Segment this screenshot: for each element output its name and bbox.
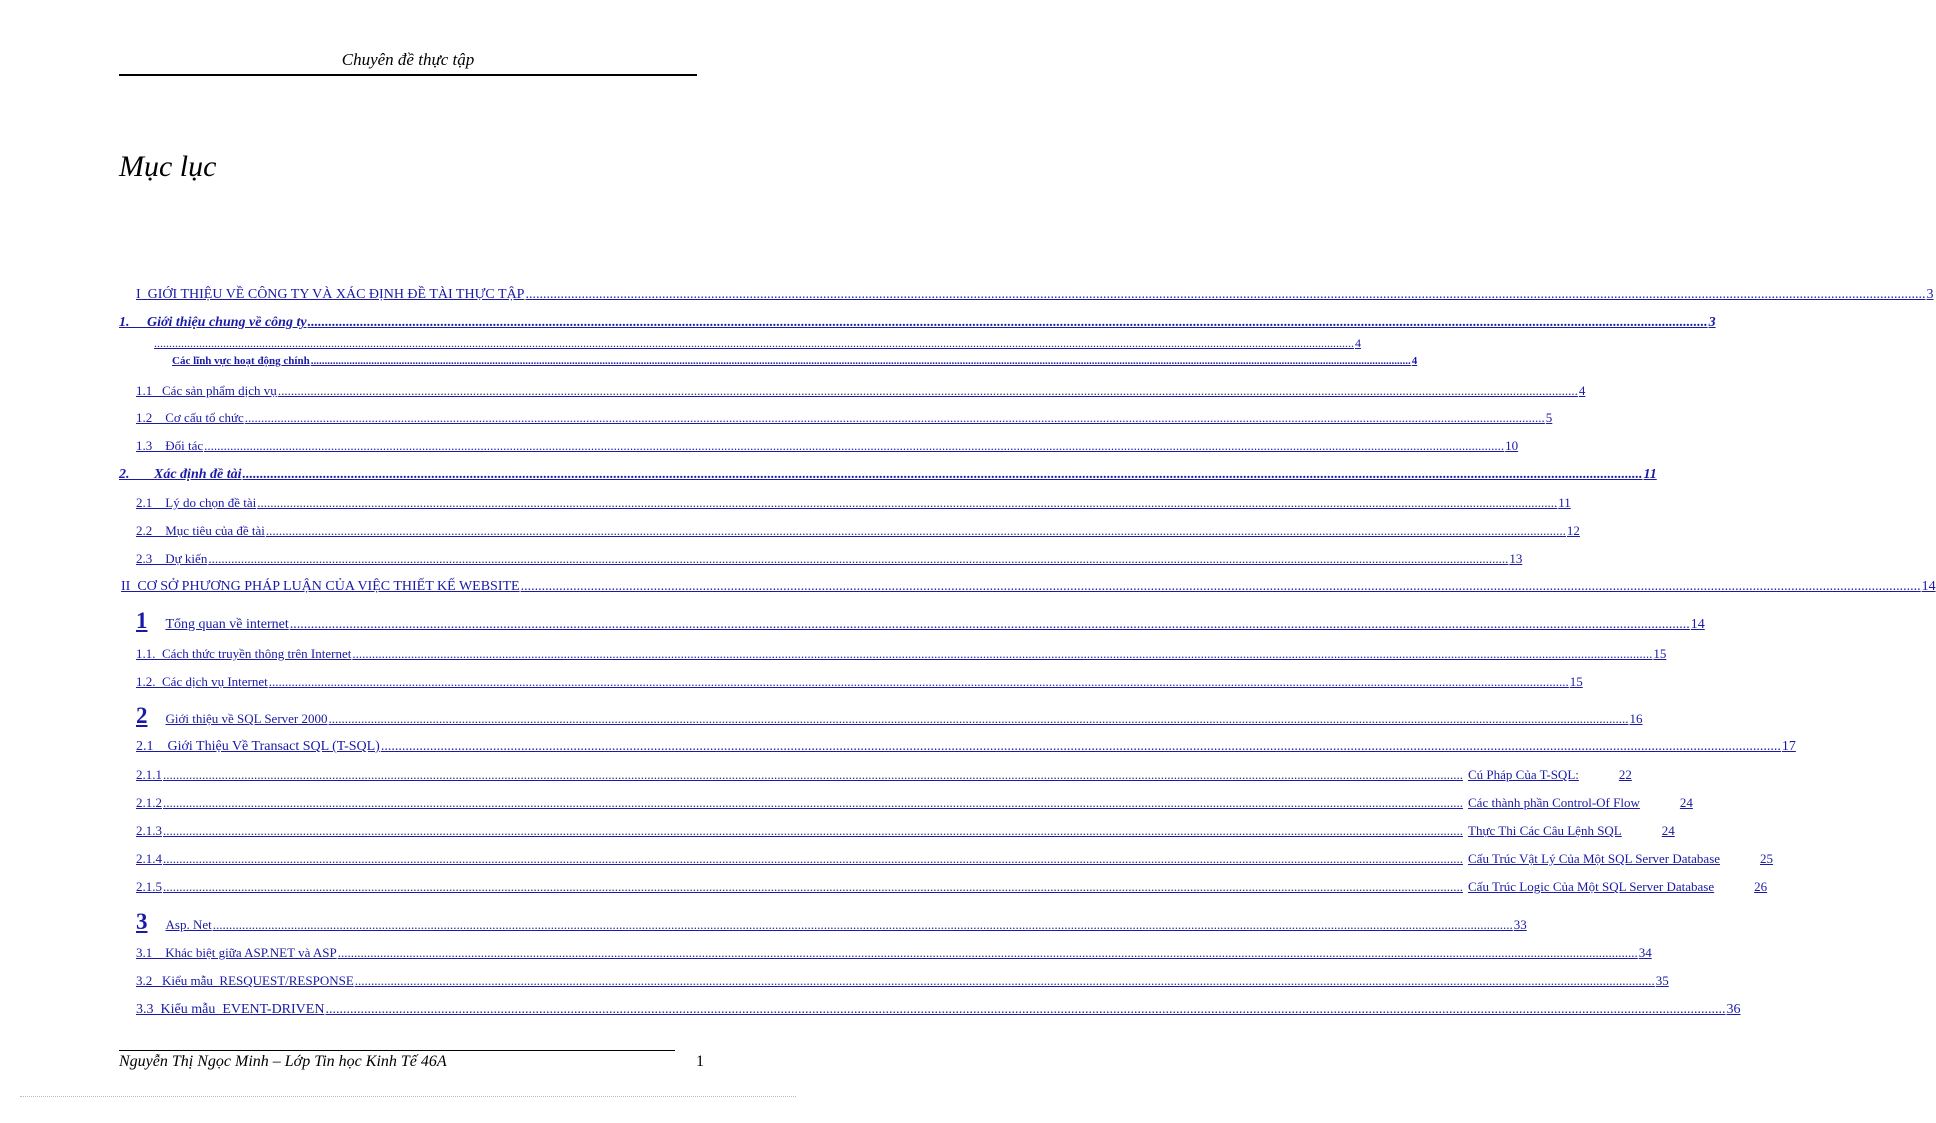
toc-leader-dots: ................................................................................................................................................................................................................................................................................................................................................................................................................ — [352, 646, 1653, 661]
toc-entry[interactable] — [172, 355, 1418, 367]
toc-entry-label: 2. Xác định đề tài — [119, 467, 242, 482]
toc-leader-dots: ................................................................................................................................................................................................................................................................................................................................................................................................................ — [244, 410, 1545, 425]
toc-entry-label: 3.1 Khác biệt giữa ASP.NET và ASP — [136, 945, 337, 960]
toc-entry[interactable] — [136, 973, 1669, 989]
toc-leader-dots: ................................................................................................................................................................................................................................................................................................................................................................................................................ — [328, 711, 1629, 726]
toc-entry-label: Giới thiệu về SQL Server 2000 — [165, 711, 328, 726]
toc-entry[interactable] — [136, 795, 1693, 811]
toc-entry[interactable] — [136, 739, 1796, 755]
toc-entry[interactable] — [136, 383, 1586, 399]
toc-entry-page: 3 — [1926, 287, 1934, 302]
toc-entry-number: 2 — [136, 703, 148, 728]
toc-entry-page: 4 — [1411, 355, 1418, 367]
toc-leader-dots: ................................................................................................................................................................................................................................................................................................................................................................................................................ — [154, 336, 1354, 350]
toc-entry-title: Cấu Trúc Logic Của Một SQL Server Database — [1468, 879, 1715, 894]
toc-leader-dots: ................................................................................................................................................................................................................................................................................................................................................................................................................ — [520, 579, 1921, 594]
toc-entry-page: 12 — [1566, 523, 1580, 538]
toc-leader-dots: ................................................................................................................................................................................................................................................................................................................................................................................................................ — [242, 467, 1643, 482]
toc-entry[interactable] — [119, 467, 1657, 483]
toc-entry-label: 2.1 Giới Thiệu Về Transact SQL (T-SQL) — [136, 739, 380, 754]
toc-entry[interactable] — [136, 767, 1632, 783]
toc-entry[interactable] — [136, 823, 1675, 839]
toc-entry-label: 3.3 Kiểu mẫu EVENT-DRIVEN — [136, 1002, 325, 1017]
toc-leader-dots: ................................................................................................................................................................................................................................................................................................................................................................................................................ — [525, 287, 1926, 302]
toc-entry-number: 3 — [136, 909, 148, 934]
toc-entry[interactable] — [136, 551, 1523, 567]
toc-entry-page: 24 — [1679, 795, 1693, 810]
toc-entry[interactable] — [136, 608, 1705, 634]
toc-entry-label: 1.3 Đối tác — [136, 438, 204, 453]
toc-entry[interactable] — [121, 579, 1936, 595]
toc-leader-dots: ................................................................................................................................................................................................................................................................................................................................................................................................................ — [265, 523, 1566, 538]
toc-entry[interactable] — [136, 703, 1643, 729]
toc-entry-page: 26 — [1754, 879, 1768, 894]
toc-entry-label: 1.1. Cách thức truyền thông trên Internet — [136, 646, 352, 661]
toc-entry-label: Asp. Net — [165, 917, 212, 932]
toc-entry-page: 34 — [1638, 945, 1652, 960]
toc-entry-page: 11 — [1643, 467, 1657, 482]
toc-entry-page: 35 — [1655, 973, 1669, 988]
toc-entry[interactable] — [136, 523, 1580, 539]
toc-leader-dots: ................................................................................................................................................................................................................................................................................................................................................................................................................ — [163, 795, 1463, 810]
toc-entry-label: 2.1.1 — [136, 767, 162, 782]
footer-divider — [119, 1050, 675, 1051]
toc-leader-dots: ................................................................................................................................................................................................................................................................................................................................................................................................................ — [354, 973, 1655, 988]
toc-entry-page: 15 — [1653, 646, 1667, 661]
footer-author: Nguyễn Thị Ngọc Minh – Lớp Tin học Kinh Tế 46A — [119, 1053, 447, 1070]
toc-entry-page: 36 — [1726, 1002, 1741, 1017]
toc-entry-label: 2.1.2 — [136, 795, 162, 810]
toc-entry[interactable] — [153, 336, 1361, 351]
toc-entry-label: 2.1 Lý do chọn đề tài — [136, 495, 257, 510]
toc-entry[interactable] — [136, 879, 1768, 895]
toc-leader-dots: ................................................................................................................................................................................................................................................................................................................................................................................................................ — [277, 383, 1578, 398]
toc-entry-page: 16 — [1629, 711, 1643, 726]
toc-leader-dots: ................................................................................................................................................................................................................................................................................................................................................................................................................ — [380, 739, 1781, 754]
toc-entry[interactable] — [136, 674, 1583, 690]
toc-entry-title: Cú Pháp Của T-SQL: — [1468, 767, 1579, 782]
page-bottom-border — [20, 1096, 796, 1097]
toc-entry-label: 2.1.3 — [136, 823, 162, 838]
toc-leader-dots: ................................................................................................................................................................................................................................................................................................................................................................................................................ — [204, 438, 1505, 453]
toc-entry[interactable] — [136, 1002, 1741, 1018]
toc-entry-page: 33 — [1513, 917, 1527, 932]
toc-entry-title: Thực Thi Các Câu Lệnh SQL — [1468, 823, 1622, 838]
toc-leader-dots: ................................................................................................................................................................................................................................................................................................................................................................................................................ — [212, 917, 1513, 932]
toc-entry-page: 17 — [1781, 739, 1796, 754]
toc-entry-page: 13 — [1509, 551, 1523, 566]
toc-entry-label: 1. Giới thiệu chung về công ty — [119, 315, 307, 330]
toc-entry-page: 4 — [1578, 383, 1586, 398]
toc-entry-page: 10 — [1505, 438, 1519, 453]
toc-leader-dots: ................................................................................................................................................................................................................................................................................................................................................................................................................ — [208, 551, 1509, 566]
toc-leader-dots: ................................................................................................................................................................................................................................................................................................................................................................................................................ — [163, 823, 1463, 838]
toc-entry[interactable] — [136, 646, 1667, 662]
toc-entry-page: 25 — [1760, 851, 1774, 866]
toc-entry-label: 1.2 Cơ cấu tổ chức — [136, 410, 244, 425]
toc-entry-label: 2.1.4 — [136, 851, 162, 866]
toc-entry-label: 1.1 Các sản phẩm dịch vụ — [136, 383, 277, 398]
toc-entry[interactable] — [136, 495, 1571, 511]
toc-entry-page: 22 — [1618, 767, 1632, 782]
toc-entry-label: 1.2. Các dịch vụ Internet — [136, 674, 268, 689]
toc-entry-label: I GIỚI THIỆU VỀ CÔNG TY VÀ XÁC ĐỊNH ĐỀ TÀI THỰC TẬP — [136, 287, 525, 302]
toc-leader-dots: ................................................................................................................................................................................................................................................................................................................................................................................................................ — [268, 674, 1569, 689]
toc-leader-dots: ................................................................................................................................................................................................................................................................................................................................................................................................................ — [163, 767, 1463, 782]
toc-entry-number: 1 — [136, 608, 148, 633]
toc-entry-label: Tổng quan về internet — [165, 617, 289, 632]
toc-entry-page: 14 — [1690, 617, 1705, 632]
toc-entry-title: Các thành phần Control-Of Flow — [1468, 795, 1640, 810]
toc-entry[interactable] — [136, 909, 1527, 935]
toc-entry-page: 14 — [1921, 579, 1936, 594]
toc-leader-dots: ................................................................................................................................................................................................................................................................................................................................................................................................................ — [257, 495, 1558, 510]
toc-entry-page: 5 — [1545, 410, 1553, 425]
page-header-title: Chuyên đề thực tập — [341, 50, 475, 69]
toc-entry[interactable] — [136, 945, 1652, 961]
toc-entry[interactable] — [136, 410, 1553, 426]
page-number: 1 — [696, 1053, 704, 1070]
toc-entry-label: Các lĩnh vực hoạt động chính — [172, 355, 310, 367]
toc-entry-label: 2.3 Dự kiến — [136, 551, 208, 566]
toc-entry[interactable] — [136, 851, 1774, 867]
toc-entry-label: 2.2 Mục tiêu của đề tài — [136, 523, 265, 538]
toc-entry-page: 3 — [1708, 315, 1716, 330]
toc-entry-title: Cấu Trúc Vật Lý Của Một SQL Server Database — [1468, 851, 1721, 866]
toc-leader-dots: ................................................................................................................................................................................................................................................................................................................................................................................................................ — [307, 315, 1708, 330]
toc-entry[interactable] — [136, 438, 1519, 454]
toc-entry-page: 11 — [1558, 495, 1571, 510]
toc-entry-page: 4 — [1355, 336, 1361, 350]
toc-leader-dots: ................................................................................................................................................................................................................................................................................................................................................................................................................ — [289, 617, 1690, 632]
toc-entry[interactable] — [119, 315, 1716, 331]
toc-entry-page: 24 — [1661, 823, 1675, 838]
toc-entry-label: II CƠ SỞ PHƯƠNG PHÁP LUẬN CỦA VIỆC THIẾT KẾ WEBSITE — [121, 579, 520, 594]
toc-entry-label: 2.1.5 — [136, 879, 162, 894]
toc-leader-dots: ................................................................................................................................................................................................................................................................................................................................................................................................................ — [163, 851, 1463, 866]
toc-leader-dots: ................................................................................................................................................................................................................................................................................................................................................................................................................ — [325, 1002, 1726, 1017]
toc-leader-dots: ................................................................................................................................................................................................................................................................................................................................................................................................................ — [337, 945, 1638, 960]
toc-leader-dots: ................................................................................................................................................................................................................................................................................................................................................................................................................ — [310, 355, 1411, 367]
toc-leader-dots: ................................................................................................................................................................................................................................................................................................................................................................................................................ — [163, 879, 1463, 894]
toc-entry-page: 15 — [1569, 674, 1583, 689]
toc-heading: Mục lục — [119, 150, 217, 183]
toc-entry-label: 3.2 Kiểu mẫu RESQUEST/RESPONSE — [136, 973, 354, 988]
toc-entry[interactable] — [136, 287, 1934, 303]
